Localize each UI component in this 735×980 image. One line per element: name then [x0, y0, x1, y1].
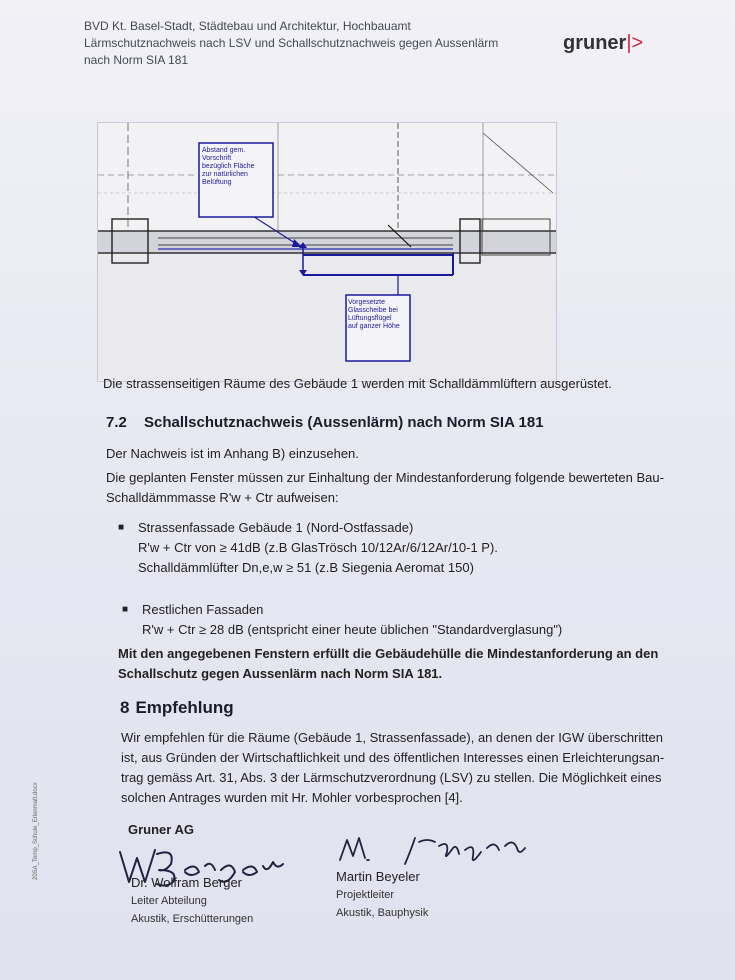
signer-name: Martin Beyeler — [336, 869, 420, 884]
bullet-heading: Strassenfassade Gebäude 1 (Nord-Ostfassade) — [138, 520, 414, 535]
signer-area: Akustik, Bauphysik — [336, 907, 429, 919]
note1-line-1: Vorschrift — [202, 155, 232, 162]
logo-mark: |> — [626, 32, 644, 54]
bullet-line: R'w + Ctr ≥ 28 dB (entspricht einer heute üblichen "Standardverglasung") — [142, 622, 563, 637]
header-line-1: BVD Kt. Basel-Stadt, Städtebau und Architektur, Hochbauamt — [84, 19, 411, 33]
paragraph-line: Schalldämmmasse R'w + Ctr aufweisen: — [106, 490, 339, 505]
gruner-logo — [563, 32, 643, 55]
paragraph-line: solchen Antrages wurden mit Hr. Mohler vorbesprochen [4]. — [121, 790, 463, 805]
note1-line-2: bezüglich Fläche — [202, 163, 255, 170]
bullet-line: R'w + Ctr von ≥ 41dB (z.B GlasTrösch 10/12Ar/6/12Ar/10-1 P). — [138, 540, 498, 555]
paragraph-line: trag gemäss Art. 31, Abs. 3 der Lärmschutzverordnung (LSV) zu stellen. Die Möglichkeit eines — [121, 770, 662, 785]
paragraph-line: ist, aus Gründen der Wirtschaftlichkeit und des öffentlichen Interesses einen Erleichterungsan- — [121, 750, 665, 765]
signer-role: Projektleiter — [336, 889, 395, 901]
section-8-heading — [120, 698, 234, 718]
signer-right — [336, 868, 428, 922]
file-path-note: 20SA_Temp_Schule_Erlenmatt.docx — [33, 782, 39, 880]
plan-svg — [98, 123, 556, 381]
note2-line-3: auf ganzer Höhe — [348, 323, 400, 330]
note1-line-0: Abstand gem. — [202, 147, 246, 154]
note2-line-2: Lüftungsflügel — [348, 315, 392, 322]
signer-role: Leiter Abteilung — [131, 895, 207, 907]
signer-name: Dr. Wolfram Berger — [131, 875, 243, 890]
bullet-strassenfassade — [118, 518, 498, 578]
section-7-2-heading — [106, 414, 544, 431]
paragraph-line: Der Nachweis ist im Anhang B) einzusehen. — [106, 446, 359, 461]
section-title: Schallschutznachweis (Aussenlärm) nach Norm SIA 181 — [144, 414, 544, 431]
signing-company: Gruner AG — [128, 822, 194, 837]
figure-caption: Die strassenseitigen Räume des Gebäude 1 werden mit Schalldämmlüftern ausgerüstet. — [103, 376, 612, 391]
bullet-marker: ■ — [122, 604, 129, 615]
bullet-restliche-fassaden — [122, 600, 563, 640]
section-7-2-requirement — [106, 468, 664, 508]
section-number: 7.2 — [106, 414, 127, 431]
window-plan-drawing — [97, 122, 557, 382]
paragraph-line: Schallschutz gegen Aussenlärm nach Norm SIA 181. — [118, 666, 443, 681]
section-number: 8 — [120, 698, 130, 717]
note2-line-1: Glasscheibe bei — [348, 307, 398, 314]
section-title: Empfehlung — [135, 698, 234, 717]
note2-line-0: Vorgesetzte — [348, 299, 385, 306]
section-8-paragraph — [121, 728, 664, 808]
paragraph-line: Die geplanten Fenster müssen zur Einhaltung der Mindestanforderung folgende bewerteten Bau- — [106, 470, 664, 485]
signer-area: Akustik, Erschütterungen — [131, 913, 254, 925]
paragraph-line: Wir empfehlen für die Räume (Gebäude 1, Strassenfassade), an denen der IGW überschritten — [121, 730, 663, 745]
note1-line-4: Belüftung — [202, 179, 232, 186]
header-line-3: nach Norm SIA 181 — [84, 53, 189, 67]
bullet-heading: Restlichen Fassaden — [142, 602, 264, 617]
bullet-marker: ■ — [118, 522, 125, 533]
header-line-2: Lärmschutznachweis nach LSV und Schallschutznachweis gegen Aussenlärm — [84, 36, 499, 50]
section-7-2-intro — [106, 444, 359, 464]
document-header — [84, 18, 498, 69]
signer-left — [131, 874, 253, 928]
section-7-2-conclusion — [118, 644, 658, 684]
logo-text: gruner — [563, 32, 627, 54]
bullet-line: Schalldämmlüfter Dn,e,w ≥ 51 (z.B Siegenia Aeromat 150) — [138, 560, 474, 575]
paragraph-line: Mit den angegebenen Fenstern erfüllt die Gebäudehülle die Mindestanforderung an den — [118, 646, 659, 661]
note1-line-3: zur natürlichen — [202, 171, 248, 178]
